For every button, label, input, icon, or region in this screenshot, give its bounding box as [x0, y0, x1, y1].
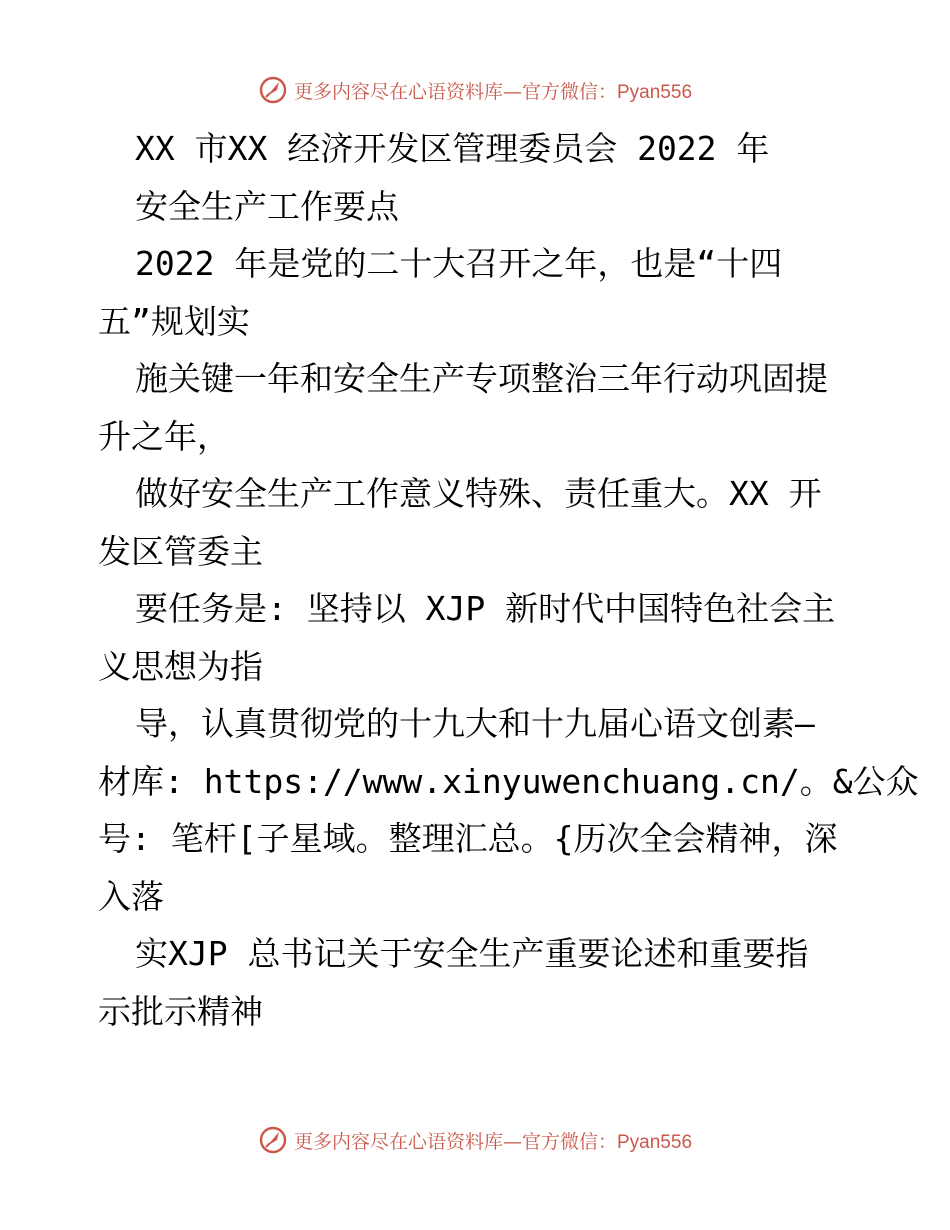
header-watermark-banner — [0, 70, 950, 110]
text-line: 升之年， — [98, 416, 230, 456]
text-line: XX 市XX 经济开发区管理委员会 2022 年 — [135, 129, 770, 168]
footer-watermark-banner — [0, 1120, 950, 1160]
text-line: 五”规划实 — [98, 301, 250, 341]
text-line: 做好安全生产工作意义特殊、责任重大。XX 开 — [135, 474, 822, 513]
quill-logo-icon — [258, 1125, 288, 1155]
text-line: 安全生产工作要点 — [135, 186, 399, 226]
text-line: 导，认真贯彻党的十九大和十九届心语文创素— — [135, 704, 815, 743]
text-line: 施关键一年和安全生产专项整治三年行动巩固提 — [135, 359, 828, 398]
text-line: 号: 笔杆[子星域。整理汇总。{历次全会精神，深 — [98, 819, 838, 858]
text-line: 2022 年是党的二十大召开之年，也是“十四 — [135, 244, 783, 283]
watermark-text: 更多内容尽在心语资料库—官方微信：Pyan556 — [293, 1130, 693, 1153]
quill-logo-icon — [258, 75, 288, 105]
document-body — [98, 120, 919, 1040]
text-line: 发区管委主 — [98, 531, 263, 571]
text-line: 入落 — [98, 876, 164, 916]
text-line: 实XJP 总书记关于安全生产重要论述和重要指 — [135, 934, 809, 973]
text-line: 要任务是: 坚持以 XJP 新时代中国特色社会主 — [135, 589, 836, 628]
text-line: 义思想为指 — [98, 646, 263, 686]
text-line: 示批示精神 — [98, 991, 263, 1031]
text-line: 材库: https://www.xinyuwenchuang.cn/。&公众 — [98, 761, 919, 801]
watermark-text: 更多内容尽在心语资料库—官方微信：Pyan556 — [293, 80, 693, 103]
